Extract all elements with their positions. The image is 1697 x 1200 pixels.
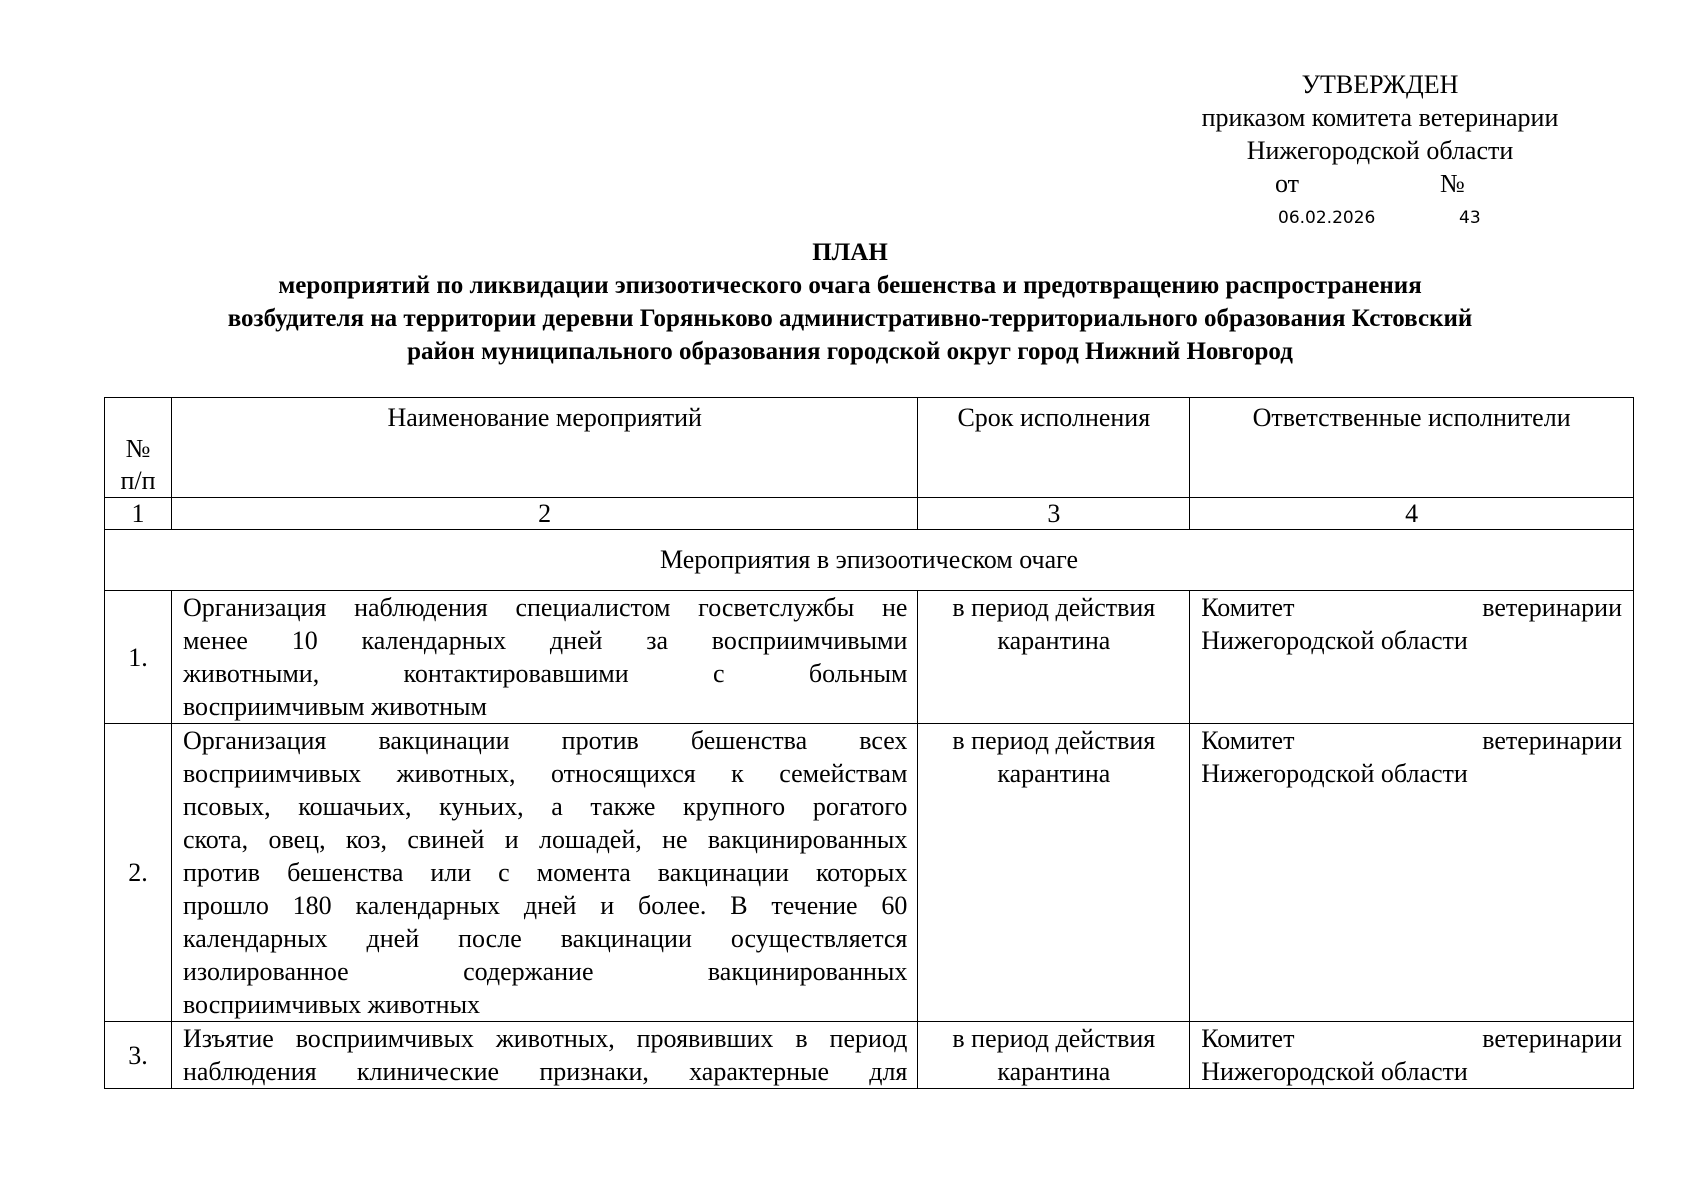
column-number-row [105,498,1634,530]
term-line: в период действия [952,726,1156,755]
description-line: прошло 180 календарных дней и более. В течение 60 [182,891,908,920]
number-label: № [1440,169,1465,198]
column-number: 2 [171,498,917,530]
approval-block [1160,68,1600,230]
document-heading [100,236,1600,368]
row-index: 2. [105,724,172,1022]
section-row [105,530,1634,591]
table-row [105,724,1634,1022]
description-line: восприимчивых животных [182,990,481,1019]
approval-line-2: Нижегородской области [1246,136,1514,165]
description-line: наблюдения клинические признаки, характерные для [182,1057,908,1086]
column-number: 4 [1190,498,1634,530]
description-line: псовых, кошачьих, куньих, а также крупного рогатого [182,792,908,821]
header-num-pp: п/п [120,466,156,495]
term-line: в период действия [952,593,1156,622]
row-description [171,724,917,1022]
column-number: 1 [105,498,172,530]
description-line: Изъятие восприимчивых животных, проявивших в период [182,1024,908,1053]
description-line: изолированное содержание вакцинированных [182,957,908,986]
responsible-line: Нижегородской области [1201,1057,1468,1086]
plan-subtitle-1: мероприятий по ликвидации эпизоотического очага бешенства и предотвращению распространения [278,272,1422,299]
term-line: карантина [997,1057,1111,1086]
plan-title: ПЛАН [812,239,888,266]
description-line: восприимчивых животных, относящихся к семействам [182,759,908,788]
section-title: Мероприятия в эпизоотическом очаге [105,530,1634,591]
description-line: скота, овец, коз, свиней и лошадей, не вакцинированных [182,825,908,854]
table-row [105,1022,1634,1089]
responsible-line: Комитет ветеринарии [1201,726,1622,755]
responsible-line: Комитет ветеринарии [1201,593,1622,622]
description-line: календарных дней после вакцинации осуществляется [182,924,908,953]
plan-subtitle-2: возбудителя на территории деревни Горяньково административно-территориального образования Кстовский [227,305,1473,332]
description-line: животными, контактировавшими с больным [182,659,908,688]
plan-subtitle-3: район муниципального образования городской округ город Нижний Новгород [407,338,1293,365]
approval-title: УТВЕРЖДЕН [1301,70,1459,99]
table-row [105,591,1634,724]
row-term [918,1022,1190,1089]
row-term [918,724,1190,1022]
row-term [918,591,1190,724]
description-line: менее 10 календарных дней за восприимчивыми [182,626,908,655]
row-responsible [1190,724,1634,1022]
row-description [171,1022,917,1089]
row-responsible [1190,1022,1634,1089]
description-line: восприимчивым животным [182,692,487,721]
description-line: Организация наблюдения специалистом госветслужбы не [182,593,908,622]
header-name: Наименование мероприятий [171,398,917,498]
table-header-row [105,398,1634,498]
header-num-symbol: № [125,434,151,463]
header-resp: Ответственные исполнители [1190,398,1634,498]
term-line: в период действия [952,1024,1156,1053]
column-number: 3 [918,498,1190,530]
term-line: карантина [997,626,1111,655]
from-label: от [1275,169,1300,198]
approval-number: 43 [1459,208,1481,228]
responsible-line: Комитет ветеринарии [1201,1024,1622,1053]
row-description [171,591,917,724]
header-term: Срок исполнения [918,398,1190,498]
header-num [105,398,172,498]
row-responsible [1190,591,1634,724]
plan-table [104,397,1634,1089]
description-line: Организация вакцинации против бешенства всех [182,726,908,755]
description-line: против бешенства или с момента вакцинации которых [182,858,908,887]
approval-date: 06.02.2026 [1278,208,1376,228]
row-index: 1. [105,591,172,724]
responsible-line: Нижегородской области [1201,626,1468,655]
responsible-line: Нижегородской области [1201,759,1468,788]
row-index: 3. [105,1022,172,1089]
term-line: карантина [997,759,1111,788]
approval-line-1: приказом комитета ветеринарии [1201,103,1559,132]
